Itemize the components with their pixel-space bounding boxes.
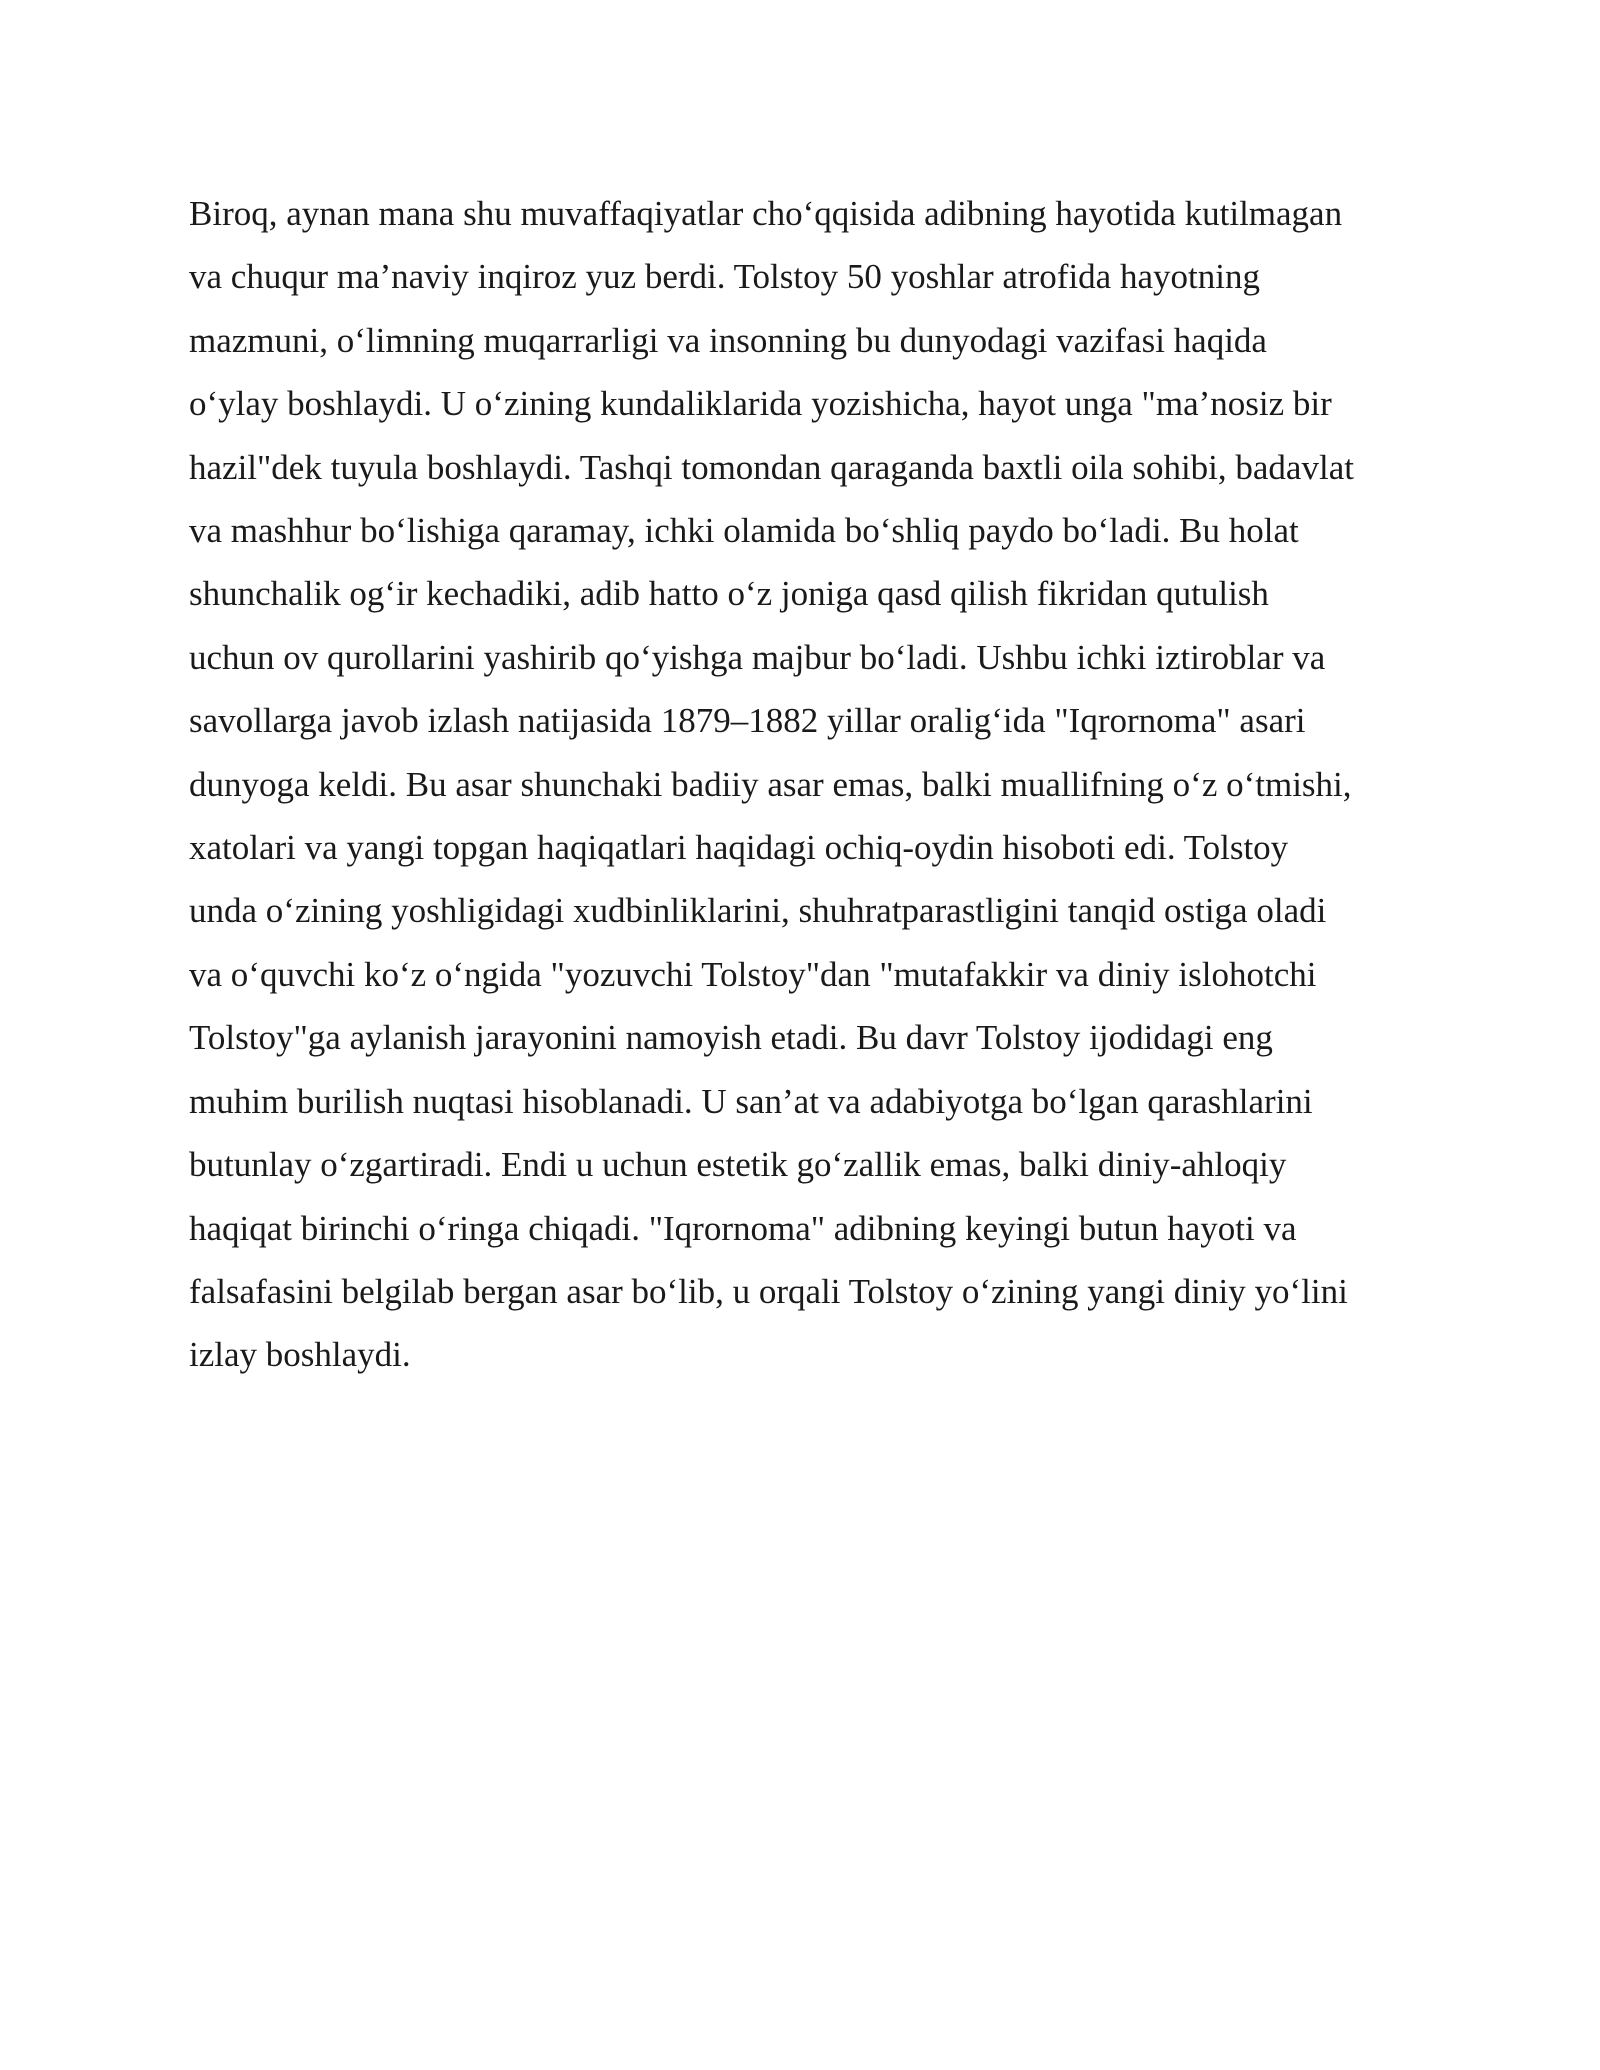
paragraph-line: butunlay o‘zgartiradi. Endi u uchun estetik go‘zallik emas, balki diniy-ahloqiy (189, 1145, 1287, 1185)
paragraph-line: uchun ov qurollarini yashirib qo‘yishga majbur bo‘ladi. Ushbu ichki iztiroblar va (189, 637, 1326, 677)
paragraph-line: o‘ylay boshlaydi. U o‘zining kundaliklarida yozishicha, hayot unga "ma’nosiz bir (189, 384, 1332, 424)
paragraph-line: savollarga javob izlash natijasida 1879–1882 yillar oralig‘ida "Iqrornoma" asari (189, 701, 1306, 741)
paragraph-line: Biroq, aynan mana shu muvaffaqiyatlar cho‘qqisida adibning hayotida kutilmagan (189, 194, 1343, 233)
paragraph-line: va mashhur bo‘lishiga qaramay, ichki olamida bo‘shliq paydo bo‘ladi. Bu holat (189, 511, 1299, 551)
paragraph-line: shunchalik og‘ir kechadiki, adib hatto o‘z joniga qasd qilish fikridan qutulish (189, 574, 1269, 614)
paragraph-line: falsafasini belgilab bergan asar bo‘lib, u orqali Tolstoy o‘zining yangi diniy yo‘lini (189, 1271, 1348, 1311)
paragraph-line: mazmuni, o‘limning muqarrarligi va insonning bu dunyodagi vazifasi haqida (189, 320, 1267, 360)
paragraph-line: hazil"dek tuyula boshlaydi. Tashqi tomondan qaraganda baxtli oila sohibi, badavlat (189, 447, 1354, 487)
body-paragraph (189, 182, 1429, 1387)
paragraph-line: izlay boshlaydi. (189, 1335, 411, 1375)
paragraph-line: Tolstoy"ga aylanish jarayonini namoyish etadi. Bu davr Tolstoy ijodidagi eng (189, 1018, 1273, 1058)
paragraph-line: muhim burilish nuqtasi hisoblanadi. U san’at va adabiyotga bo‘lgan qarashlarini (189, 1081, 1313, 1121)
paragraph-line: va o‘quvchi ko‘z o‘ngida "yozuvchi Tolstoy"dan "mutafakkir va diniy islohotchi (189, 954, 1317, 994)
paragraph-line: haqiqat birinchi o‘ringa chiqadi. "Iqrornoma" adibning keyingi butun hayoti va (189, 1208, 1297, 1248)
paragraph-line: unda o‘zining yoshligidagi xudbinliklarini, shuhratparastligini tanqid ostiga oladi (189, 891, 1327, 931)
paragraph-line: dunyoga keldi. Bu asar shunchaki badiiy asar emas, balki muallifning o‘z o‘tmishi, (189, 764, 1352, 804)
paragraph-line: xatolari va yangi topgan haqiqatlari haqidagi ochiq-oydin hisoboti edi. Tolstoy (189, 828, 1289, 868)
paragraph-line: va chuqur ma’naviy inqiroz yuz berdi. Tolstoy 50 yoshlar atrofida hayotning (189, 257, 1260, 297)
